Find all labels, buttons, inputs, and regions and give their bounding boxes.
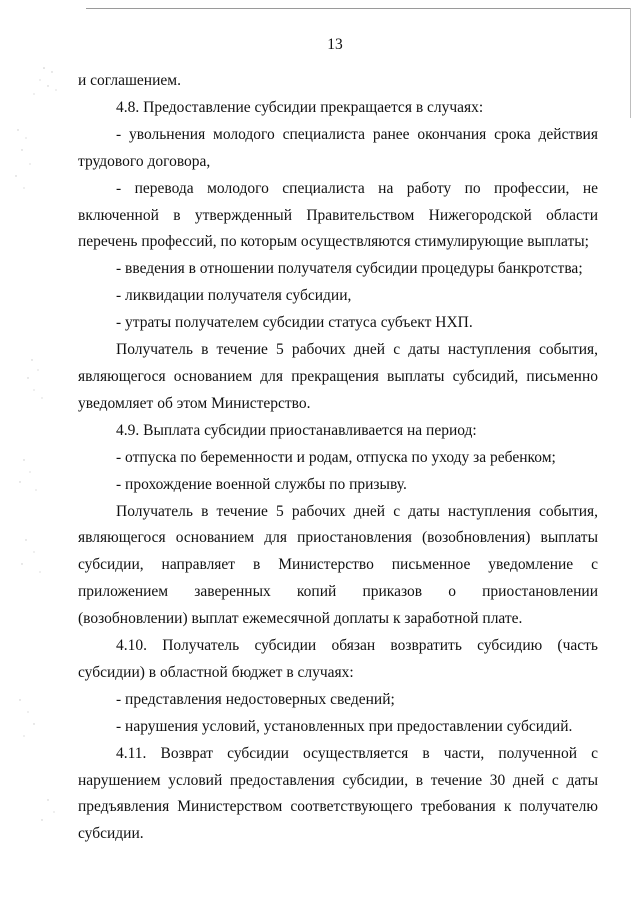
list-item: - представления недостоверных сведений; (116, 690, 395, 708)
paragraph: Получатель в течение 5 рабочих дней с даты наступления события, являющегося основанием для приостановления (возобновления) выплаты субсидии, направляет в Министерство письменное уведомление с приложением заверенных копий приказов о приостановлении (возобновлении) выплат ежемесячной доплаты к заработной плате. (78, 502, 598, 628)
list-item: - утраты получателем субсидии статуса субъект НХП. (116, 314, 473, 332)
page-number: 13 (327, 36, 343, 53)
list-item: - отпуска по беременности и родам, отпуска по уходу за ребенком; (116, 448, 556, 466)
section-heading: 4.10. Получатель субсидии обязан возвратить субсидию (часть субсидии) в областной бюджет в случаях: (78, 637, 598, 681)
section-heading: 4.9. Выплата субсидии приостанавливается на период: (116, 421, 477, 439)
list-item: - прохождение военной службы по призыву. (116, 475, 407, 493)
right-border-line (630, 8, 631, 118)
document-body (78, 68, 598, 848)
list-item: - увольнения молодого специалиста ранее окончания срока действия трудового договора, (78, 125, 598, 170)
list-item: - ликвидации получателя субсидии, (116, 287, 352, 305)
scan-noise-marks (4, 60, 64, 840)
top-border-line (86, 8, 631, 9)
list-item: - нарушения условий, установленных при предоставлении субсидий. (116, 717, 573, 735)
paragraph: 4.11. Возврат субсидии осуществляется в части, полученной с нарушением условий предоставления субсидии, в течение 30 дней с даты предъявления Министерством соответствующего требования к получателю субсидии. (78, 744, 598, 843)
paragraph: и соглашением. (78, 72, 181, 89)
paragraph: Получатель в течение 5 рабочих дней с даты наступления события, являющегося основанием для прекращения выплаты субсидий, письменно уведомляет об этом Министерство. (78, 341, 598, 412)
list-item: - перевода молодого специалиста на работу по профессии, не включенной в утвержденный Правительством Нижегородской области перечень профессий, по которым осуществляются стимулирующие выплаты; (78, 179, 598, 251)
section-heading: 4.8. Предоставление субсидии прекращается в случаях: (116, 98, 484, 116)
list-item: - введения в отношении получателя субсидии процедуры банкротства; (116, 260, 583, 278)
